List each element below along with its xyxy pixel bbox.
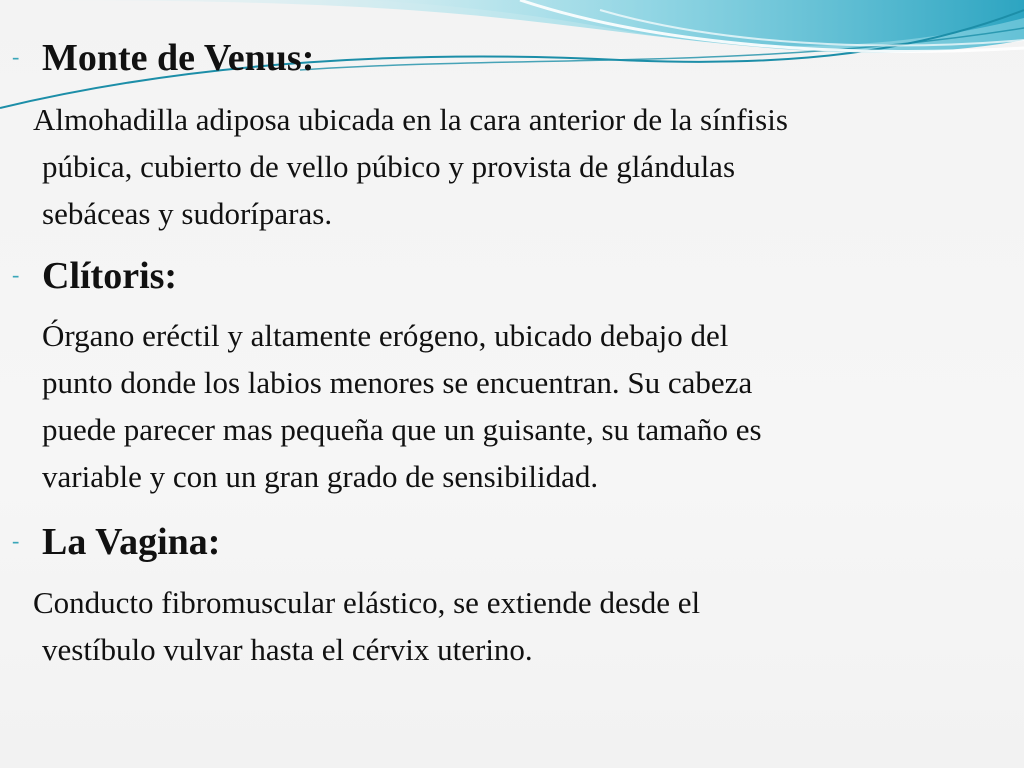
section-title: Clítoris: (42, 255, 178, 297)
section-title: La Vagina: (42, 521, 221, 563)
section-heading-clitoris (12, 254, 177, 301)
section-heading-monte-de-venus (12, 36, 314, 83)
body-line: Conducto fibromuscular elástico, se extiende desde el (33, 585, 701, 620)
section-body-clitoris (33, 312, 1008, 500)
body-line: Almohadilla adiposa ubicada en la cara anterior de la sínfisis (33, 102, 788, 137)
section-body-monte-de-venus (33, 96, 1008, 237)
body-line: variable y con un gran grado de sensibilidad. (42, 459, 599, 494)
body-line: Órgano eréctil y altamente erógeno, ubicado debajo del (42, 318, 729, 353)
body-line: vestíbulo vulvar hasta el cérvix uterino. (42, 632, 533, 667)
body-line: puede parecer mas pequeña que un guisante, su tamaño es (42, 412, 762, 447)
section-title: Monte de Venus: (42, 37, 315, 79)
section-body-la-vagina (33, 579, 1008, 673)
bullet-dash: - (12, 262, 20, 288)
section-heading-la-vagina (12, 520, 220, 567)
body-line: punto donde los labios menores se encuentran. Su cabeza (42, 365, 753, 400)
bullet-dash: - (12, 528, 20, 554)
bullet-dash: - (12, 44, 20, 70)
body-line: sebáceas y sudoríparas. (42, 196, 333, 231)
body-line: púbica, cubierto de vello púbico y provista de glándulas (42, 149, 736, 184)
